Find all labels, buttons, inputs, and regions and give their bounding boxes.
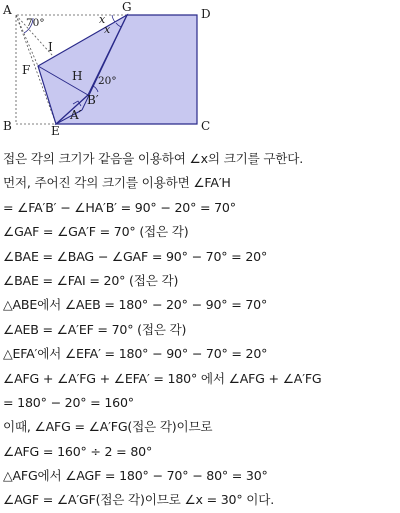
solution-line-4: ∠GAF = ∠GA′F = 70° (접은 각) [3,224,189,240]
folded-rectangle-figure [0,0,245,135]
solution-line-2: 먼저, 주어진 각의 크기를 이용하면 ∠FA′H [3,175,231,191]
solution-line-9: △EFA′에서 ∠EFA′ = 180° − 90° − 70° = 20° [3,346,268,362]
solution-line-3: = ∠FA′B′ − ∠HA′B′ = 90° − 20° = 70° [3,199,236,215]
vertex-label-e: E [51,124,60,135]
solution-line-10: ∠AFG + ∠A′FG + ∠EFA′ = 180° 에서 ∠AFG + ∠A′FG [3,370,322,386]
vertex-label-f: F [22,63,31,77]
vertex-label-i: I [48,40,53,54]
solution-line-12: 이때, ∠AFG = ∠A′FG(접은 각)이므로 [3,419,213,435]
vertex-label-a: A [3,3,12,17]
vertex-label-c: C [201,119,211,133]
solution-line-11: = 180° − 20° = 160° [3,394,134,410]
angle-label-70: 70° [26,17,45,29]
solution-line-14: △AFG에서 ∠AGF = 180° − 70° − 80° = 30° [3,468,268,484]
angle-label-x1: x [99,13,106,26]
solution-line-7: △ABE에서 ∠AEB = 180° − 20° − 90° = 70° [3,297,268,313]
angle-arc-x1 [112,15,115,22]
vertex-label-a-prime: A′ [70,108,82,122]
vertex-label-b: B [3,119,12,133]
solution-text [3,147,398,513]
vertex-label-h: H [72,69,83,83]
vertex-label-b-prime: B′ [87,93,99,107]
solution-line-8: ∠AEB = ∠A′EF = 70° (접은 각) [3,321,187,337]
solution-line-1: 접은 각의 크기가 같음을 이용하여 ∠x의 크기를 구한다. [3,151,304,166]
solution-line-15: ∠AGF = ∠A′GF(접은 각)이므로 ∠x = 30° 이다. [3,492,275,508]
angle-label-20: 20° [98,75,117,87]
solution-line-6: ∠BAE = ∠FAI = 20° (접은 각) [3,272,179,288]
vertex-label-d: D [201,7,211,21]
angle-label-x2: x [104,23,111,36]
vertex-label-g: G [122,0,132,14]
solution-line-5: ∠BAE = ∠BAG − ∠GAF = 90° − 70° = 20° [3,248,268,264]
solution-line-13: ∠AFG = 160° ÷ 2 = 80° [3,443,153,459]
